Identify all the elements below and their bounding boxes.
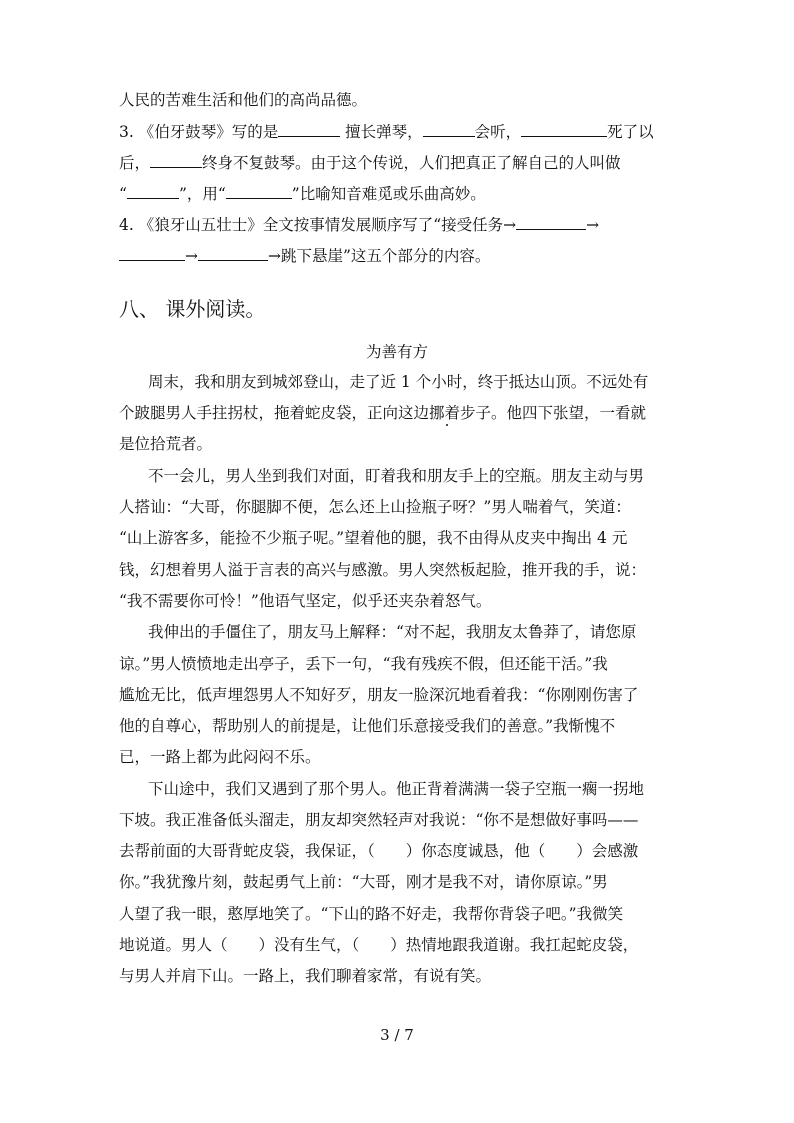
passage-line: 是位拾荒者。 (119, 435, 213, 453)
answer-blank[interactable] (150, 153, 202, 168)
answer-blank[interactable] (278, 122, 340, 137)
answer-blank[interactable] (521, 122, 607, 137)
passage-line: 人搭讪：“大哥，你腿脚不便，怎么还上山捡瓶子呀？”男人喘着气，笑道： (119, 498, 631, 516)
page-number: 3 / 7 (380, 1026, 414, 1044)
answer-blank[interactable] (516, 215, 586, 230)
answer-blank[interactable] (119, 246, 185, 261)
passage-line: 下坡。我正准备低头溜走，朋友却突然轻声对我说：“你不是想做好事吗—— (119, 811, 639, 829)
answer-blank[interactable] (423, 122, 475, 137)
question-3-line-2: 后， 终身不复鼓琴。由于这个传说，人们把真正了解自己的人叫做 (119, 154, 621, 172)
emphasis-dot (446, 424, 448, 426)
passage-line: 去帮前面的大哥背蛇皮袋，我保证，（ ）你态度诚恳，他（ ）会感激 (119, 842, 639, 860)
question-4-line-1: 4. 《狼牙山五壮士》全文按事情发展顺序写了“接受任务→ → (119, 216, 600, 234)
passage-line: 个跛腿男人手拄拐杖，拖着蛇皮袋，正向这边挪着步子。他四下张望，一看就 (119, 404, 647, 422)
passage-line: 钱，幻想着男人溢于言表的高兴与感激。男人突然板起脸，推开我的手，说： (119, 561, 647, 579)
passage-title: 为善有方 (365, 343, 428, 361)
question-3-line-1: 3. 《伯牙鼓琴》写的是 擅长弹琴， 会听， 死了以 (119, 123, 654, 141)
answer-blank[interactable] (198, 246, 268, 261)
passage-line: 下山途中，我们又遇到了那个男人。他正背着满满一袋子空瓶一瘸一拐地 (148, 780, 645, 798)
passage-line: 人望了我一眼，憨厚地笑了。“下山的路不好走，我帮你背袋子吧。”我微笑 (119, 905, 624, 923)
passage-line: 尴尬无比，低声埋怨男人不知好歹，朋友一脸深沉地看着我：“你刚刚伤害了 (119, 686, 639, 704)
passage-line: 你。”我犹豫片刻，鼓起勇气上前：“大哥，刚才是我不对，请你原谅。”男 (119, 873, 608, 891)
passage-line: 地说道。男人（ ）没有生气，（ ）热情地跟我道谢。我扛起蛇皮袋， (119, 936, 639, 954)
answer-blank[interactable] (127, 184, 179, 199)
passage-line: 我伸出的手僵住了，朋友马上解释：“对不起，我朋友太鲁莽了，请您原 (148, 623, 637, 641)
passage-line: 他的自尊心，帮助别人的前提是，让他们乐意接受我们的善意。”我惭愧不 (119, 717, 616, 735)
question-3-line-3: “ ”，用“ ”比喻知音难觅或乐曲高妙。 (119, 185, 486, 203)
passage-line: 周末，我和朋友到城郊登山，走了近 1 个小时，终于抵达山顶。不远处有 (148, 373, 649, 391)
passage-line: “山上游客多，能捡不少瓶子呢。”望着他的腿，我不由得从皮夹中掏出 4 元 (119, 529, 628, 547)
passage-line: 与男人并肩下山。一路上，我们聊着家常，有说有笑。 (119, 967, 492, 985)
section-heading: 八、 课外阅读。 (119, 297, 266, 321)
text-line: 人民的苦难生活和他们的高尚品德。 (119, 91, 368, 109)
answer-blank[interactable] (226, 184, 292, 199)
passage-line: 不一会儿，男人坐到我们对面，盯着我和朋友手上的空瓶。朋友主动与男 (148, 467, 645, 485)
passage-line: “我不需要你可怜！”他语气坚定，似乎还夹杂着怒气。 (119, 592, 492, 610)
question-4-line-2: → →跳下悬崖”这五个部分的内容。 (119, 246, 490, 266)
passage-line: 已，一路上都为此闷闷不乐。 (119, 748, 321, 766)
passage-line: 谅。”男人愤愤地走出亭子，丢下一句，“我有残疾不假，但还能干活。”我 (119, 655, 608, 673)
